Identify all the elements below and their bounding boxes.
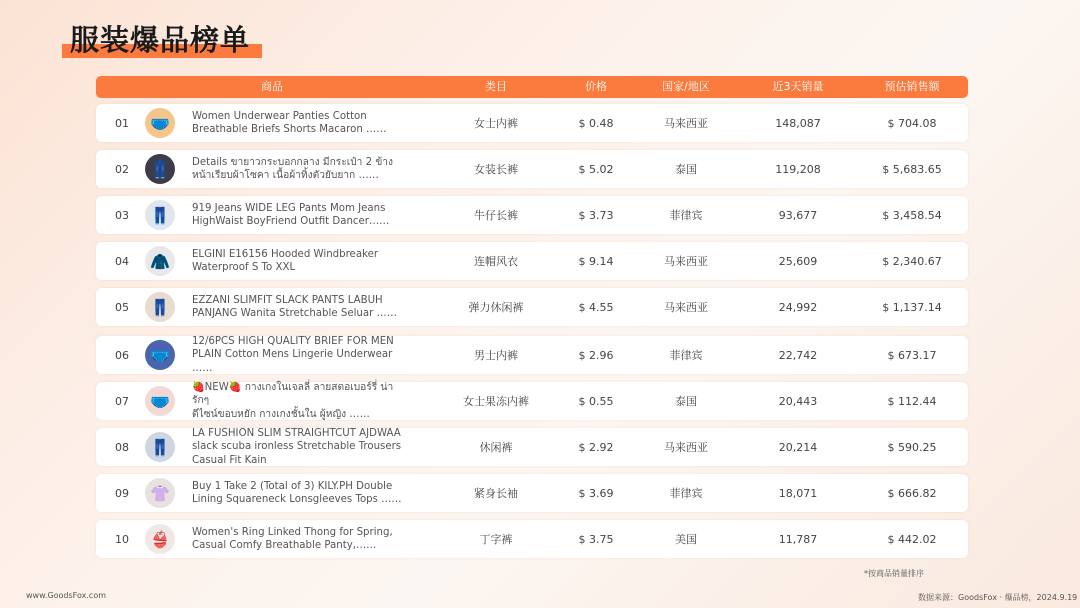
product-sales: 22,742 [778,348,818,362]
header-revenue: 预估销售额 [884,80,940,93]
product-image-icon: 🧥 [150,251,170,271]
rank-number: 05 [115,300,129,314]
product-revenue: $ 2,340.67 [882,254,942,268]
product-country: 菲律宾 [669,209,703,222]
rank-number: 09 [115,486,129,500]
product-image-icon: 🩲 [150,391,170,411]
product-image-icon: 👖 [150,297,170,317]
rank-number: 03 [115,208,129,222]
product-price: $ 9.14 [578,254,614,268]
product-price: $ 0.48 [578,116,614,130]
product-country: 美国 [675,533,697,546]
product-name-text: Women's Ring Linked Thong for Spring, Casual Comfy Breathable Panty,…… [192,526,393,551]
product-country: 菲律宾 [669,349,703,362]
product-name[interactable] [192,150,406,188]
product-revenue: $ 704.08 [887,116,937,130]
product-category: 连帽风衣 [474,255,518,268]
product-name-text: Buy 1 Take 2 (Total of 3) KILY.PH Double Lining Squareneck Lonsgleeves Tops …… [192,480,402,505]
product-country: 马来西亚 [664,441,708,454]
product-thumbnail[interactable] [145,478,175,508]
product-country: 泰国 [675,395,697,408]
product-revenue: $ 442.02 [887,532,937,546]
table-row[interactable] [96,520,968,558]
product-sales: 20,214 [778,440,818,454]
table-header [96,76,968,98]
product-revenue: $ 590.25 [887,440,937,454]
product-price: $ 5.02 [578,162,614,176]
product-name-text: 🍓NEW🍓 กางเกงในเจลลี่ ลายสตอเบอร์รี่ น่ารักๆ ดีไซน์ขอบหยัก กางเกงชั้นใน ผู้หญิง …… [192,381,394,420]
product-name-text: Details ขายาวกระบอกกลาง มีกระเป๋า 2 ข้าง หน้าเรียบผ้าโซคา เนื้อผ้าทิ้งตัวยับยาก …… [192,156,393,181]
product-name[interactable] [192,288,406,326]
product-category: 男士内裤 [474,349,518,362]
product-category: 女装长裤 [474,163,518,176]
product-thumbnail[interactable] [145,200,175,230]
product-revenue: $ 666.82 [887,486,937,500]
product-price: $ 2.96 [578,348,614,362]
product-thumbnail[interactable] [145,154,175,184]
product-name-text: 919 Jeans WIDE LEG Pants Mom Jeans HighWaist BoyFriend Outfit Dancer…… [192,202,390,227]
header-price: 价格 [585,80,607,93]
product-price: $ 3.69 [578,486,614,500]
product-image-icon: 👖 [150,437,170,457]
sort-note: *按商品销量排序 [864,569,924,578]
product-image-icon: 👙 [150,529,170,549]
product-sales: 11,787 [778,532,818,546]
product-thumbnail[interactable] [145,524,175,554]
product-image-icon: 👖 [150,159,170,179]
ranking-table [96,76,968,551]
table-row[interactable] [96,196,968,234]
product-sales: 148,087 [775,116,821,130]
product-country: 泰国 [675,163,697,176]
product-revenue: $ 112.44 [887,394,937,408]
product-category: 紧身长袖 [474,487,518,500]
product-price: $ 4.55 [578,300,614,314]
product-image-icon: 👚 [150,483,170,503]
product-sales: 24,992 [778,300,818,314]
product-sales: 20,443 [778,394,818,408]
header-category: 类目 [485,80,507,93]
table-row[interactable] [96,150,968,188]
product-name-text: ELGINI E16156 Hooded Windbreaker Waterproof S To XXL [192,248,379,273]
product-image-icon: 👖 [150,205,170,225]
product-sales: 93,677 [778,208,818,222]
product-thumbnail[interactable] [145,108,175,138]
product-price: $ 2.92 [578,440,614,454]
product-name-text: LA FUSHION SLIM STRAIGHTCUT AJDWAA slack scuba ironless Stretchable Trousers Casual Fit Kain [192,427,402,466]
table-row[interactable] [96,382,968,420]
rank-number: 10 [115,532,129,546]
product-category: 女士内裤 [474,117,518,130]
product-name[interactable] [192,474,406,512]
product-country: 菲律宾 [669,487,703,500]
product-name[interactable] [192,242,406,280]
product-category: 牛仔长裤 [474,209,518,222]
page-title: 服装爆品榜单 [70,23,251,57]
product-name[interactable] [192,428,406,466]
product-name-text: 12/6PCS HIGH QUALITY BRIEF FOR MEN PLAIN Cotton Mens Lingerie Underwear …… [192,335,394,374]
rank-number: 06 [115,348,129,362]
header-sales: 近3天销量 [772,80,824,93]
table-row[interactable] [96,104,968,142]
product-name-text: EZZANI SLIMFIT SLACK PANTS LABUH PANJANG Wanita Stretchable Seluar …… [192,294,397,319]
product-country: 马来西亚 [664,301,708,314]
product-name-text: Women Underwear Panties Cotton Breathable Briefs Shorts Macaron …… [192,110,387,135]
rank-number: 04 [115,254,129,268]
header-country: 国家/地区 [662,80,710,93]
footer-website[interactable]: www.GoodsFox.com [26,591,106,600]
table-row[interactable] [96,336,968,374]
product-price: $ 3.73 [578,208,614,222]
product-price: $ 3.75 [578,532,614,546]
product-country: 马来西亚 [664,255,708,268]
footer-source: 数据来源：GoodsFox · 爆品榜，2024.9.19 [918,593,1078,602]
table-row[interactable] [96,428,968,466]
product-image-icon: 🩲 [150,113,170,133]
product-price: $ 0.55 [578,394,614,408]
product-revenue: $ 1,137.14 [882,300,942,314]
product-category: 休闲裤 [479,441,513,454]
table-row[interactable] [96,288,968,326]
product-thumbnail[interactable] [145,246,175,276]
rank-number: 01 [115,116,129,130]
product-name[interactable] [192,104,406,142]
product-name[interactable] [192,336,406,374]
product-sales: 119,208 [775,162,821,176]
header-product: 商品 [261,80,283,93]
product-country: 马来西亚 [664,117,708,130]
rank-number: 02 [115,162,129,176]
product-thumbnail[interactable] [145,340,175,370]
product-name[interactable] [192,382,406,420]
title-block [62,18,250,62]
product-sales: 25,609 [778,254,818,268]
table-row[interactable] [96,242,968,280]
product-name[interactable] [192,520,406,558]
product-name[interactable] [192,196,406,234]
product-revenue: $ 5,683.65 [882,162,942,176]
product-image-icon: 🩲 [150,345,170,365]
product-thumbnail[interactable] [145,386,175,416]
product-thumbnail[interactable] [145,292,175,322]
product-category: 弹力休闲裤 [468,301,524,314]
table-row[interactable] [96,474,968,512]
product-category: 丁字裤 [479,533,513,546]
product-sales: 18,071 [778,486,818,500]
product-thumbnail[interactable] [145,432,175,462]
rank-number: 07 [115,394,129,408]
rank-number: 08 [115,440,129,454]
product-revenue: $ 3,458.54 [882,208,942,222]
product-revenue: $ 673.17 [887,348,937,362]
product-category: 女士果冻内裤 [463,395,529,408]
